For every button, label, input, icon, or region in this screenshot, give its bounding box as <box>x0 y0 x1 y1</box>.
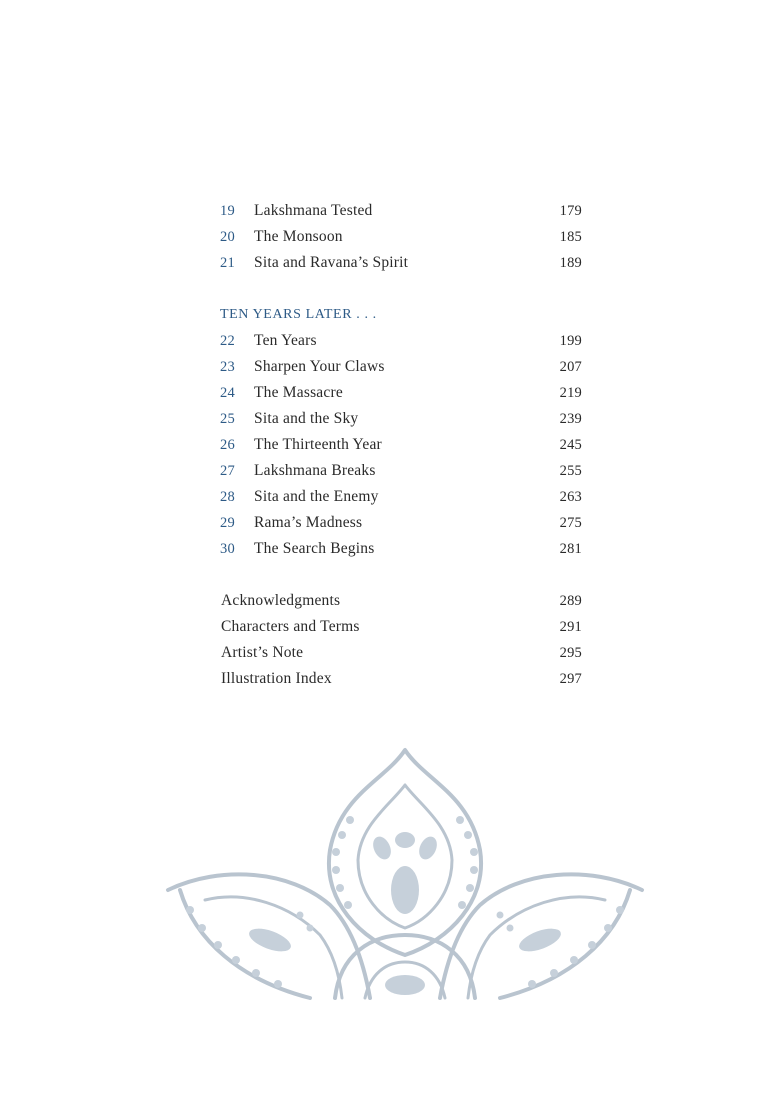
chapter-number: 26 <box>220 437 235 453</box>
page-number: 295 <box>559 645 582 661</box>
chapter-number: 27 <box>220 463 235 479</box>
toc-entry <box>220 484 582 510</box>
back-matter-title: Illustration Index <box>221 670 332 687</box>
chapter-title: Rama’s Madness <box>254 514 363 531</box>
page-number: 239 <box>559 411 582 427</box>
toc-entry <box>220 406 582 432</box>
chapter-number: 19 <box>220 203 235 219</box>
section-heading: TEN YEARS LATER . . . <box>220 307 377 322</box>
chapter-title: Sita and Ravana’s Spirit <box>254 254 409 271</box>
chapter-title: The Monsoon <box>254 228 343 245</box>
page-number: 297 <box>559 671 582 687</box>
spacer <box>220 276 582 302</box>
chapter-title: The Massacre <box>254 384 343 401</box>
chapter-title: Lakshmana Breaks <box>254 462 376 479</box>
lotus-ornament-icon <box>160 740 650 1000</box>
page-number: 199 <box>559 333 582 349</box>
chapter-number: 20 <box>220 229 235 245</box>
chapter-title: The Thirteenth Year <box>254 436 382 453</box>
toc-entry <box>220 458 582 484</box>
page-number: 291 <box>559 619 582 635</box>
back-matter-title: Artist’s Note <box>221 644 304 661</box>
chapter-number: 30 <box>220 541 235 557</box>
page-number: 185 <box>559 229 582 245</box>
toc-entry <box>220 536 582 562</box>
toc-entry <box>220 250 582 276</box>
page-number: 263 <box>559 489 582 505</box>
toc-entry <box>220 380 582 406</box>
chapter-number: 28 <box>220 489 235 505</box>
spacer <box>220 562 582 588</box>
toc-entry <box>220 510 582 536</box>
back-matter-title: Acknowledgments <box>221 592 341 609</box>
toc-entry <box>220 666 582 692</box>
chapter-number: 21 <box>220 255 235 271</box>
page-number: 275 <box>559 515 582 531</box>
table-of-contents <box>220 198 582 692</box>
chapter-title: Sharpen Your Claws <box>254 358 385 375</box>
page-number: 179 <box>559 203 582 219</box>
toc-entry <box>220 224 582 250</box>
toc-entry <box>220 588 582 614</box>
chapter-title: Lakshmana Tested <box>254 202 373 219</box>
chapter-number: 25 <box>220 411 235 427</box>
chapter-number: 29 <box>220 515 235 531</box>
chapter-number: 22 <box>220 333 235 349</box>
toc-entry <box>220 354 582 380</box>
page-number: 207 <box>559 359 582 375</box>
page-number: 289 <box>559 593 582 609</box>
page-number: 281 <box>559 541 582 557</box>
page-number: 245 <box>559 437 582 453</box>
chapter-title: Sita and the Enemy <box>254 488 379 505</box>
page-number: 255 <box>559 463 582 479</box>
toc-entry <box>220 432 582 458</box>
chapter-number: 24 <box>220 385 235 401</box>
toc-entry <box>220 198 582 224</box>
toc-entry <box>220 640 582 666</box>
chapter-title: Sita and the Sky <box>254 410 359 427</box>
toc-entry <box>220 614 582 640</box>
chapter-title: Ten Years <box>254 332 317 349</box>
page-number: 219 <box>559 385 582 401</box>
back-matter-title: Characters and Terms <box>221 618 360 635</box>
toc-entry <box>220 328 582 354</box>
chapter-number: 23 <box>220 359 235 375</box>
chapter-title: The Search Begins <box>254 540 375 557</box>
page-number: 189 <box>559 255 582 271</box>
